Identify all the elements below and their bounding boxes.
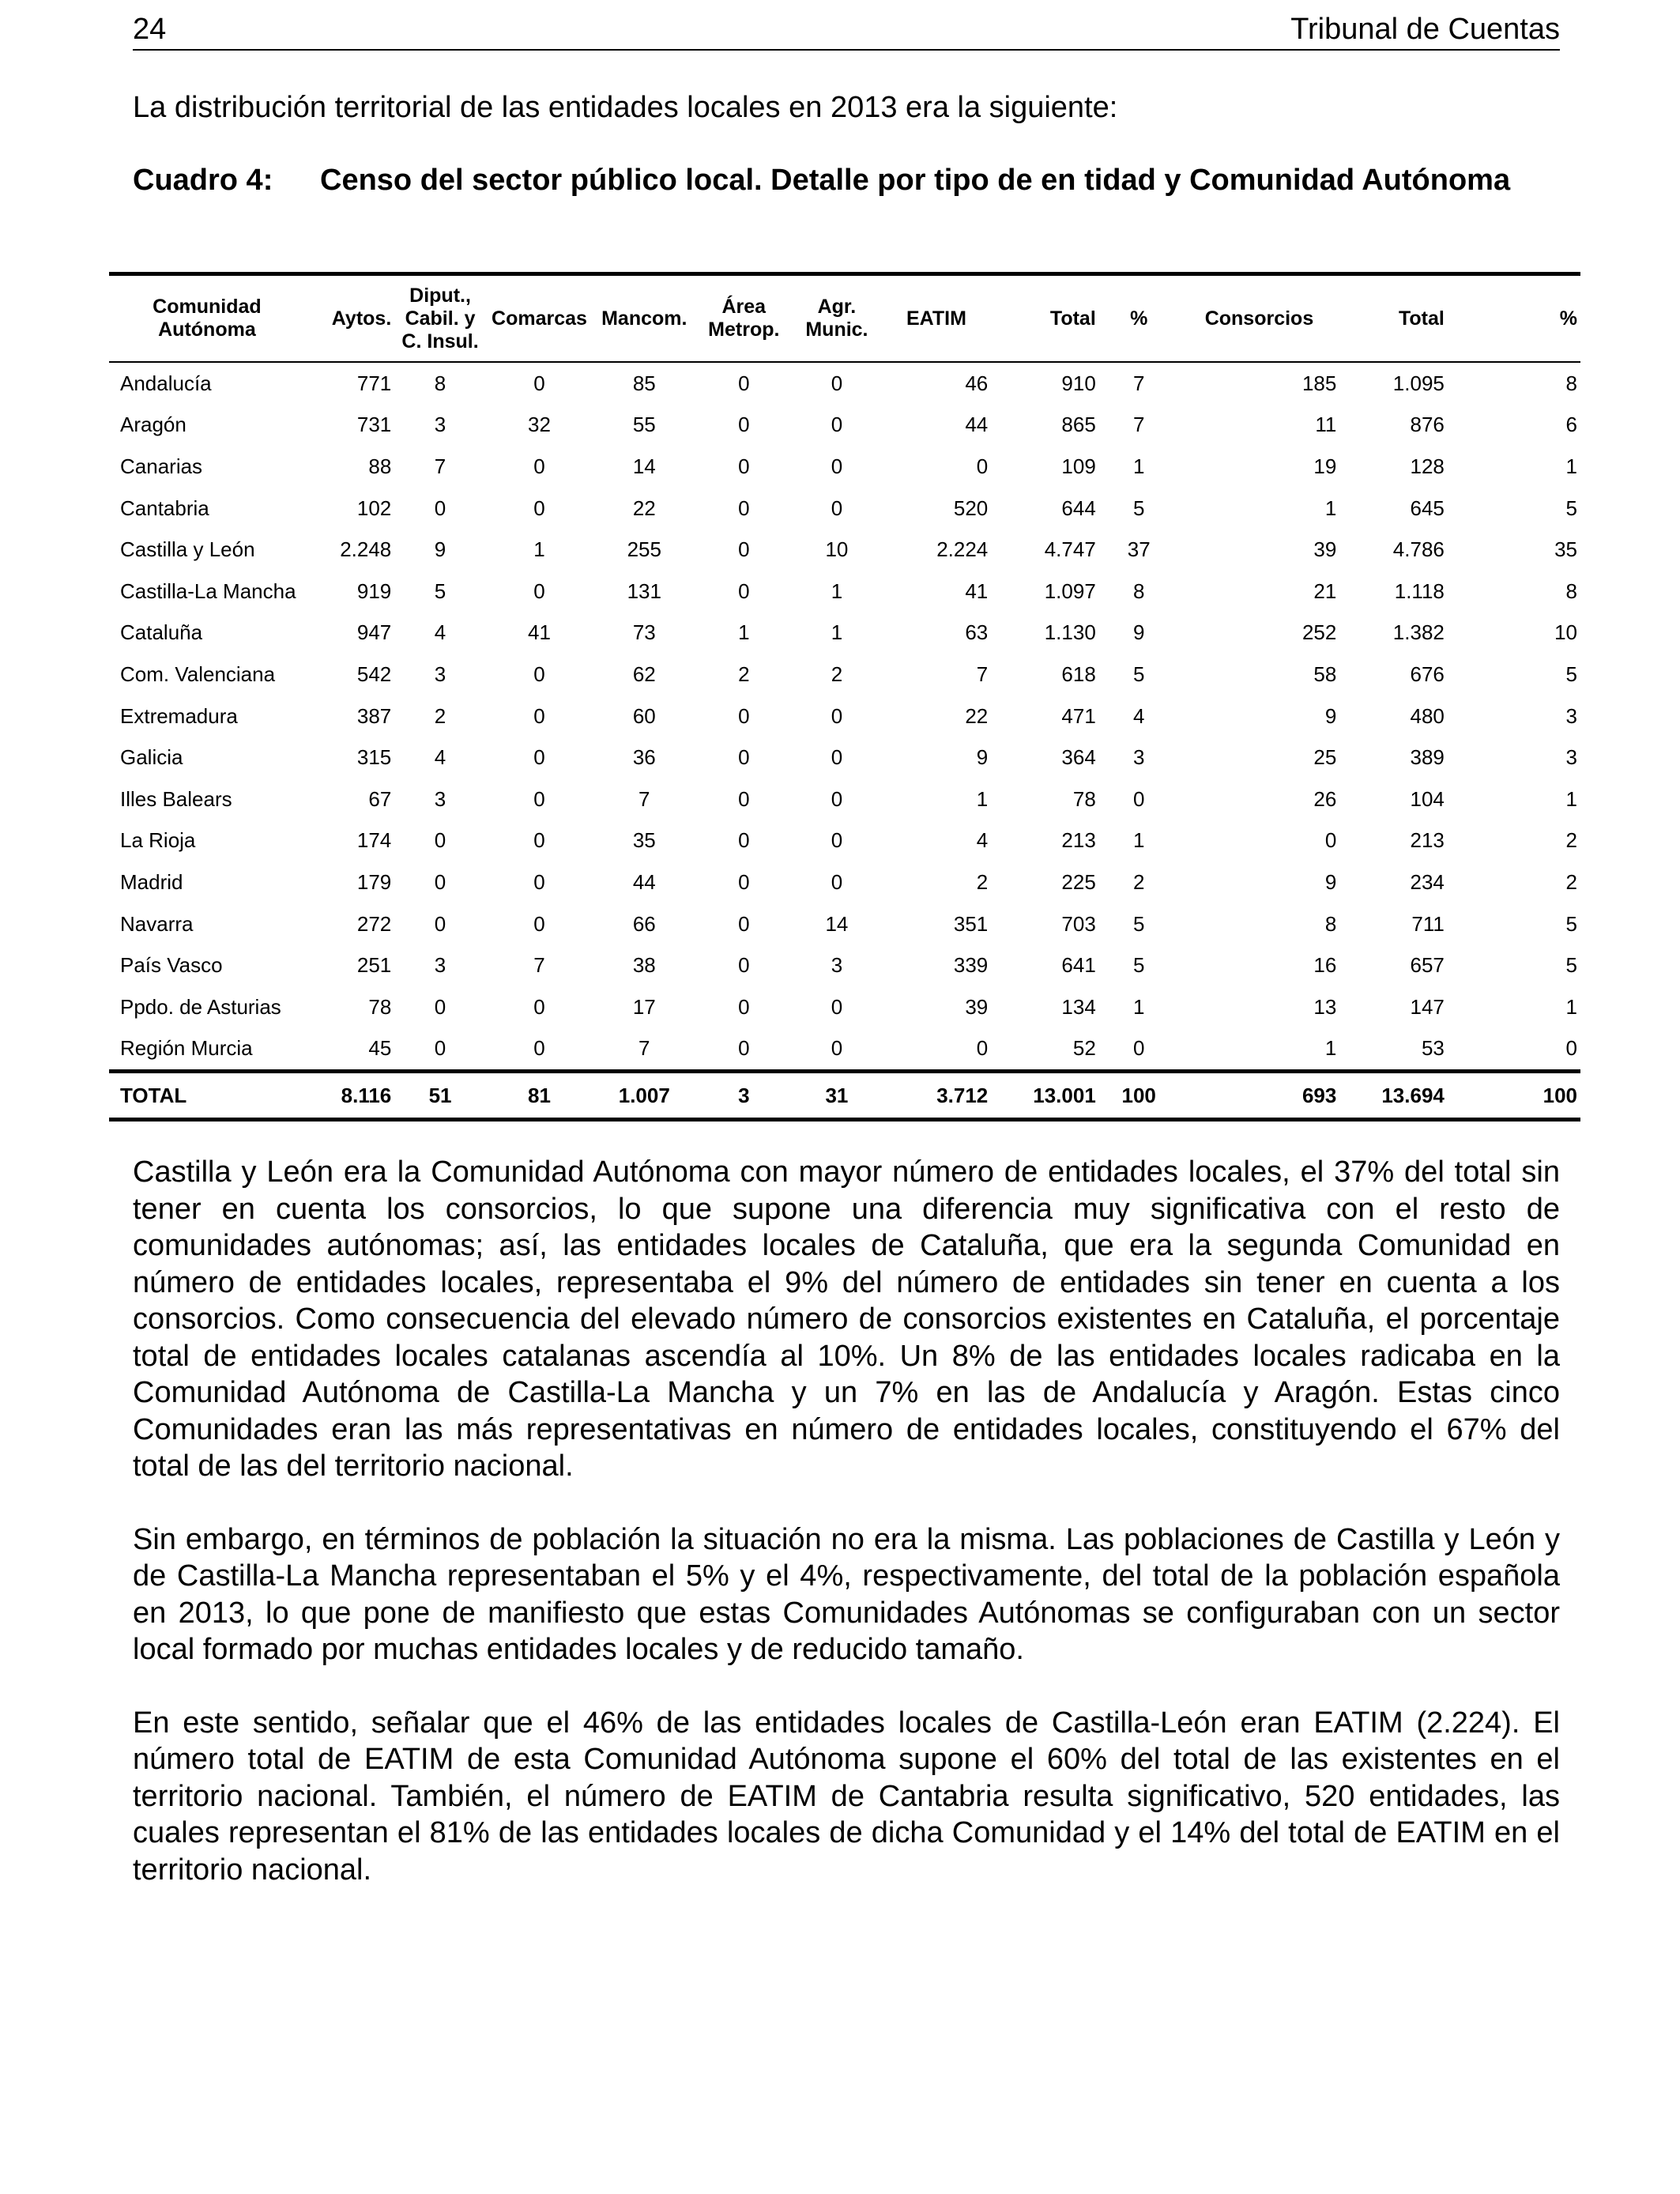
region-cell: Madrid xyxy=(120,869,183,894)
value-cell: 0 xyxy=(1132,786,1145,811)
value-cell: 5 xyxy=(1132,911,1145,936)
total-value-cell: 13.694 xyxy=(1339,1072,1448,1120)
value-cell: 1 xyxy=(1565,994,1577,1019)
value-cell: 3 xyxy=(1132,745,1145,770)
value-cell: 0 xyxy=(434,869,446,894)
table-row xyxy=(109,405,1580,447)
region-cell: Aragón xyxy=(120,413,186,437)
value-cell: 4.786 xyxy=(1392,537,1445,562)
value-cell: 14 xyxy=(632,454,656,478)
value-cell: 63 xyxy=(965,620,989,645)
total-value-cell: 3.712 xyxy=(882,1072,992,1120)
value-cell: 644 xyxy=(1061,496,1096,520)
value-cell: 0 xyxy=(738,828,750,853)
value-cell: 0 xyxy=(434,496,446,520)
column-header: Comarcas xyxy=(486,274,593,363)
value-cell: 0 xyxy=(738,413,750,437)
value-cell: 865 xyxy=(1061,413,1096,437)
value-cell: 36 xyxy=(632,745,656,770)
total-value-cell: 100 xyxy=(1448,1072,1580,1120)
value-cell: 9 xyxy=(1324,703,1337,728)
value-cell: 9 xyxy=(976,745,989,770)
value-cell: 41 xyxy=(965,579,989,603)
value-cell: 4 xyxy=(434,745,446,770)
value-cell: 16 xyxy=(1313,953,1337,978)
value-cell: 0 xyxy=(738,911,750,936)
value-cell: 3 xyxy=(1565,745,1577,770)
region-cell: Com. Valenciana xyxy=(120,662,276,686)
value-cell: 35 xyxy=(632,828,656,853)
value-cell: 185 xyxy=(1301,371,1337,395)
value-cell: 62 xyxy=(632,662,656,686)
value-cell: 5 xyxy=(1132,662,1145,686)
region-cell: Extremadura xyxy=(120,703,238,728)
total-label-cell: TOTAL xyxy=(109,1072,305,1120)
value-cell: 3 xyxy=(831,953,843,978)
table-body xyxy=(109,362,1580,1072)
value-cell: 0 xyxy=(533,911,545,936)
census-table-wrapper xyxy=(109,272,1580,1122)
value-cell: 1 xyxy=(1565,454,1577,478)
value-cell: 471 xyxy=(1061,703,1096,728)
value-cell: 0 xyxy=(738,371,750,395)
table-row xyxy=(109,529,1580,571)
column-header: Diput., Cabil. y C. Insul. xyxy=(394,274,486,363)
value-cell: 1.130 xyxy=(1044,620,1096,645)
region-cell: Canarias xyxy=(120,454,203,478)
value-cell: 25 xyxy=(1313,745,1337,770)
page-header xyxy=(133,8,1560,51)
value-cell: 1.382 xyxy=(1392,620,1445,645)
value-cell: 1 xyxy=(1324,496,1337,520)
value-cell: 78 xyxy=(1072,786,1096,811)
value-cell: 272 xyxy=(356,911,392,936)
value-cell: 78 xyxy=(368,994,392,1019)
value-cell: 7 xyxy=(976,662,989,686)
region-cell: Navarra xyxy=(120,911,194,936)
value-cell: 0 xyxy=(831,994,843,1019)
value-cell: 7 xyxy=(1132,413,1145,437)
paragraph: Sin embargo, en términos de población la situación no era la misma. Las poblaciones de Castilla y León y de Castilla-La Mancha representaban el 5% y el 4%, respectivamente, del total de la población española en 2013, lo que pone de manifiesto que estas Comunidades Autónomas se configuraban con un sector local formado por muchas entidades locales y de reducido tamaño. xyxy=(133,1522,1560,1666)
value-cell: 4 xyxy=(976,828,989,853)
value-cell: 0 xyxy=(434,911,446,936)
caption-title: Censo del sector público local. Detalle por tipo de en tidad y Comunidad Autónoma xyxy=(320,164,1511,197)
value-cell: 3 xyxy=(434,662,446,686)
value-cell: 251 xyxy=(356,953,392,978)
value-cell: 39 xyxy=(965,994,989,1019)
value-cell: 731 xyxy=(356,413,392,437)
region-cell: Castilla y León xyxy=(120,537,255,562)
value-cell: 109 xyxy=(1061,454,1096,478)
value-cell: 0 xyxy=(533,1036,545,1061)
value-cell: 8 xyxy=(434,371,446,395)
table-total-row xyxy=(109,1072,1580,1120)
table-row xyxy=(109,778,1580,820)
table-row xyxy=(109,944,1580,986)
column-header: % xyxy=(1099,274,1179,363)
value-cell: 8 xyxy=(1132,579,1145,603)
value-cell: 0 xyxy=(738,703,750,728)
value-cell: 947 xyxy=(356,620,392,645)
column-header: Agr. Munic. xyxy=(792,274,881,363)
value-cell: 0 xyxy=(533,745,545,770)
region-cell: Cantabria xyxy=(120,496,209,520)
value-cell: 22 xyxy=(632,496,656,520)
value-cell: 8 xyxy=(1324,911,1337,936)
value-cell: 2 xyxy=(976,869,989,894)
total-value-cell: 31 xyxy=(792,1072,881,1120)
value-cell: 5 xyxy=(1565,911,1577,936)
region-cell: La Rioja xyxy=(120,828,196,853)
column-header: Total xyxy=(1339,274,1448,363)
value-cell: 315 xyxy=(356,745,392,770)
region-cell: País Vasco xyxy=(120,953,223,978)
region-cell: Galicia xyxy=(120,745,183,770)
value-cell: 213 xyxy=(1061,828,1096,853)
table-row xyxy=(109,737,1580,778)
value-cell: 389 xyxy=(1410,745,1445,770)
page-number: 24 xyxy=(133,13,167,46)
value-cell: 7 xyxy=(638,786,650,811)
value-cell: 134 xyxy=(1061,994,1096,1019)
value-cell: 0 xyxy=(831,413,843,437)
value-cell: 4 xyxy=(1132,703,1145,728)
caption-label: Cuadro 4: xyxy=(133,164,273,197)
value-cell: 0 xyxy=(1132,1036,1145,1061)
table-row xyxy=(109,820,1580,862)
value-cell: 5 xyxy=(1565,953,1577,978)
value-cell: 2.248 xyxy=(340,537,392,562)
value-cell: 1 xyxy=(831,579,843,603)
value-cell: 6 xyxy=(1565,413,1577,437)
value-cell: 8 xyxy=(1565,579,1577,603)
value-cell: 0 xyxy=(831,496,843,520)
value-cell: 676 xyxy=(1410,662,1445,686)
value-cell: 1 xyxy=(1132,828,1145,853)
region-cell: Castilla-La Mancha xyxy=(120,579,296,603)
value-cell: 1.097 xyxy=(1044,579,1096,603)
value-cell: 0 xyxy=(533,371,545,395)
value-cell: 1 xyxy=(1132,994,1145,1019)
region-cell: Illes Balears xyxy=(120,786,232,811)
value-cell: 255 xyxy=(627,537,661,562)
value-cell: 641 xyxy=(1061,953,1096,978)
value-cell: 0 xyxy=(533,662,545,686)
value-cell: 35 xyxy=(1554,537,1577,562)
column-header: % xyxy=(1448,274,1580,363)
table-row xyxy=(109,861,1580,903)
value-cell: 1.095 xyxy=(1392,371,1445,395)
value-cell: 4 xyxy=(434,620,446,645)
value-cell: 128 xyxy=(1410,454,1445,478)
value-cell: 41 xyxy=(528,620,551,645)
column-header: Área Metrop. xyxy=(695,274,792,363)
value-cell: 11 xyxy=(1315,413,1337,437)
value-cell: 147 xyxy=(1410,994,1445,1019)
value-cell: 17 xyxy=(632,994,656,1019)
value-cell: 3 xyxy=(434,786,446,811)
value-cell: 131 xyxy=(627,579,661,603)
total-value-cell: 3 xyxy=(695,1072,792,1120)
value-cell: 8 xyxy=(1565,371,1577,395)
value-cell: 0 xyxy=(738,1036,750,1061)
value-cell: 9 xyxy=(1132,620,1145,645)
value-cell: 0 xyxy=(1565,1036,1577,1061)
table-row xyxy=(109,986,1580,1028)
value-cell: 44 xyxy=(632,869,656,894)
value-cell: 58 xyxy=(1313,662,1337,686)
value-cell: 0 xyxy=(831,454,843,478)
value-cell: 7 xyxy=(638,1036,650,1061)
value-cell: 2 xyxy=(738,662,750,686)
value-cell: 13 xyxy=(1313,994,1337,1019)
value-cell: 0 xyxy=(831,1036,843,1061)
value-cell: 1 xyxy=(1565,786,1577,811)
value-cell: 0 xyxy=(831,828,843,853)
value-cell: 21 xyxy=(1313,579,1337,603)
value-cell: 252 xyxy=(1301,620,1337,645)
value-cell: 10 xyxy=(825,537,849,562)
total-value-cell: 693 xyxy=(1179,1072,1340,1120)
total-value-cell: 13.001 xyxy=(991,1072,1099,1120)
table-row xyxy=(109,903,1580,945)
value-cell: 0 xyxy=(738,537,750,562)
value-cell: 0 xyxy=(533,869,545,894)
value-cell: 38 xyxy=(632,953,656,978)
region-cell: Región Murcia xyxy=(120,1036,253,1061)
value-cell: 213 xyxy=(1410,828,1445,853)
value-cell: 45 xyxy=(368,1036,392,1061)
value-cell: 73 xyxy=(632,620,656,645)
value-cell: 7 xyxy=(533,953,545,978)
value-cell: 67 xyxy=(368,786,392,811)
value-cell: 19 xyxy=(1313,454,1337,478)
total-value-cell: 1.007 xyxy=(593,1072,695,1120)
value-cell: 0 xyxy=(434,1036,446,1061)
value-cell: 0 xyxy=(738,454,750,478)
value-cell: 0 xyxy=(738,579,750,603)
value-cell: 1.118 xyxy=(1394,579,1445,603)
value-cell: 387 xyxy=(356,703,392,728)
column-header: Mancom. xyxy=(593,274,695,363)
value-cell: 39 xyxy=(1313,537,1337,562)
value-cell: 5 xyxy=(1565,662,1577,686)
total-value-cell: 81 xyxy=(486,1072,593,1120)
value-cell: 0 xyxy=(831,703,843,728)
value-cell: 0 xyxy=(533,579,545,603)
value-cell: 3 xyxy=(434,953,446,978)
value-cell: 0 xyxy=(533,703,545,728)
value-cell: 0 xyxy=(831,869,843,894)
value-cell: 0 xyxy=(738,786,750,811)
table-row xyxy=(109,446,1580,488)
value-cell: 5 xyxy=(1132,496,1145,520)
value-cell: 1 xyxy=(533,537,545,562)
value-cell: 2 xyxy=(1132,869,1145,894)
value-cell: 9 xyxy=(1324,869,1337,894)
region-cell: Ppdo. de Asturias xyxy=(120,994,281,1019)
total-value-cell: 51 xyxy=(394,1072,486,1120)
paragraph: En este sentido, señalar que el 46% de las entidades locales de Castilla-León eran EATIM (2.224). El número total de EATIM de esta Comunidad Autónoma supone el 60% del total de las existentes en el territorio nacional. También, el número de EATIM de Cantabria resulta significativo, 520 entidades, las cuales representan el 81% de las entidades locales de dicha Comunidad y el 14% del total de EATIM en el territorio nacional. xyxy=(133,1706,1560,1887)
total-value-cell: 8.116 xyxy=(305,1072,394,1120)
header-organization: Tribunal de Cuentas xyxy=(1290,13,1560,46)
value-cell: 2 xyxy=(1565,869,1577,894)
value-cell: 480 xyxy=(1410,703,1445,728)
value-cell: 14 xyxy=(825,911,849,936)
value-cell: 364 xyxy=(1061,745,1096,770)
value-cell: 771 xyxy=(356,371,392,395)
value-cell: 225 xyxy=(1061,869,1096,894)
value-cell: 102 xyxy=(356,496,392,520)
value-cell: 37 xyxy=(1127,537,1151,562)
value-cell: 1 xyxy=(1132,454,1145,478)
value-cell: 703 xyxy=(1061,911,1096,936)
body-text xyxy=(133,1154,1560,1924)
value-cell: 234 xyxy=(1410,869,1445,894)
value-cell: 46 xyxy=(965,371,989,395)
value-cell: 0 xyxy=(738,953,750,978)
value-cell: 1 xyxy=(1324,1036,1337,1061)
value-cell: 0 xyxy=(533,454,545,478)
value-cell: 0 xyxy=(738,745,750,770)
value-cell: 55 xyxy=(632,413,656,437)
value-cell: 2 xyxy=(831,662,843,686)
value-cell: 3 xyxy=(1565,703,1577,728)
value-cell: 0 xyxy=(1324,828,1337,853)
value-cell: 0 xyxy=(533,496,545,520)
value-cell: 0 xyxy=(831,786,843,811)
table-row xyxy=(109,1028,1580,1072)
value-cell: 657 xyxy=(1410,953,1445,978)
table-row xyxy=(109,613,1580,654)
column-header: Aytos. xyxy=(305,274,394,363)
value-cell: 0 xyxy=(738,869,750,894)
table-row xyxy=(109,571,1580,613)
value-cell: 910 xyxy=(1061,371,1096,395)
value-cell: 1 xyxy=(738,620,750,645)
value-cell: 0 xyxy=(976,1036,989,1061)
value-cell: 4.747 xyxy=(1044,537,1096,562)
value-cell: 60 xyxy=(632,703,656,728)
value-cell: 66 xyxy=(632,911,656,936)
value-cell: 179 xyxy=(356,869,392,894)
value-cell: 5 xyxy=(434,579,446,603)
value-cell: 7 xyxy=(1132,371,1145,395)
value-cell: 0 xyxy=(738,496,750,520)
value-cell: 520 xyxy=(953,496,989,520)
value-cell: 351 xyxy=(953,911,989,936)
table-row xyxy=(109,362,1580,405)
region-cell: Andalucía xyxy=(120,371,212,395)
region-cell: Cataluña xyxy=(120,620,203,645)
value-cell: 9 xyxy=(434,537,446,562)
value-cell: 22 xyxy=(965,703,989,728)
value-cell: 876 xyxy=(1410,413,1445,437)
value-cell: 0 xyxy=(831,371,843,395)
value-cell: 542 xyxy=(356,662,392,686)
column-header: Comunidad Autónoma xyxy=(109,274,305,363)
value-cell: 44 xyxy=(965,413,989,437)
value-cell: 0 xyxy=(533,786,545,811)
value-cell: 104 xyxy=(1410,786,1445,811)
value-cell: 0 xyxy=(434,994,446,1019)
value-cell: 339 xyxy=(953,953,989,978)
value-cell: 7 xyxy=(434,454,446,478)
value-cell: 26 xyxy=(1313,786,1337,811)
value-cell: 711 xyxy=(1411,911,1445,936)
value-cell: 88 xyxy=(368,454,392,478)
value-cell: 1 xyxy=(831,620,843,645)
value-cell: 10 xyxy=(1554,620,1577,645)
census-table xyxy=(109,272,1580,1122)
paragraph: Castilla y León era la Comunidad Autónoma con mayor número de entidades locales, el 37% del total sin tener en cuenta los consorcios, lo que supone una diferencia muy significativa con el resto de comunidades autónomas; así, las entidades locales de Cataluña, que era la segunda Comunidad en número de entidades locales, representaba el 9% del número de entidades sin tener en cuenta a los consorcios. Como consecuencia del elevado número de consorcios existentes en Cataluña, el porcentaje total de entidades locales catalanas ascendía al 10%. Un 8% de las entidades locales radicaba en la Comunidad Autónoma de Castilla-La Mancha y un 7% en las de Andalucía y Aragón. Estas cinco Comunidades eran las más representativas en número de entidades locales, constituyendo el 67% del total de las del territorio nacional. xyxy=(133,1155,1560,1483)
value-cell: 0 xyxy=(533,994,545,1019)
table-row xyxy=(109,654,1580,696)
total-value-cell: 100 xyxy=(1099,1072,1179,1120)
value-cell: 0 xyxy=(738,994,750,1019)
value-cell: 919 xyxy=(356,579,392,603)
value-cell: 2.224 xyxy=(936,537,989,562)
column-header: Consorcios xyxy=(1179,274,1340,363)
value-cell: 5 xyxy=(1565,496,1577,520)
intro-sentence: La distribución territorial de las entidades locales en 2013 era la siguiente: xyxy=(133,91,1118,124)
table-row xyxy=(109,696,1580,737)
value-cell: 2 xyxy=(1565,828,1577,853)
column-header: Total xyxy=(991,274,1099,363)
value-cell: 0 xyxy=(533,828,545,853)
table-header-row xyxy=(109,274,1580,363)
value-cell: 174 xyxy=(356,828,392,853)
table-row xyxy=(109,488,1580,530)
value-cell: 0 xyxy=(976,454,989,478)
value-cell: 32 xyxy=(528,413,551,437)
value-cell: 2 xyxy=(434,703,446,728)
value-cell: 1 xyxy=(976,786,989,811)
value-cell: 618 xyxy=(1061,662,1096,686)
value-cell: 53 xyxy=(1421,1036,1445,1061)
value-cell: 85 xyxy=(632,371,656,395)
value-cell: 0 xyxy=(434,828,446,853)
value-cell: 645 xyxy=(1410,496,1445,520)
value-cell: 0 xyxy=(831,745,843,770)
value-cell: 52 xyxy=(1072,1036,1096,1061)
value-cell: 5 xyxy=(1132,953,1145,978)
column-header: EATIM xyxy=(882,274,992,363)
value-cell: 3 xyxy=(434,413,446,437)
